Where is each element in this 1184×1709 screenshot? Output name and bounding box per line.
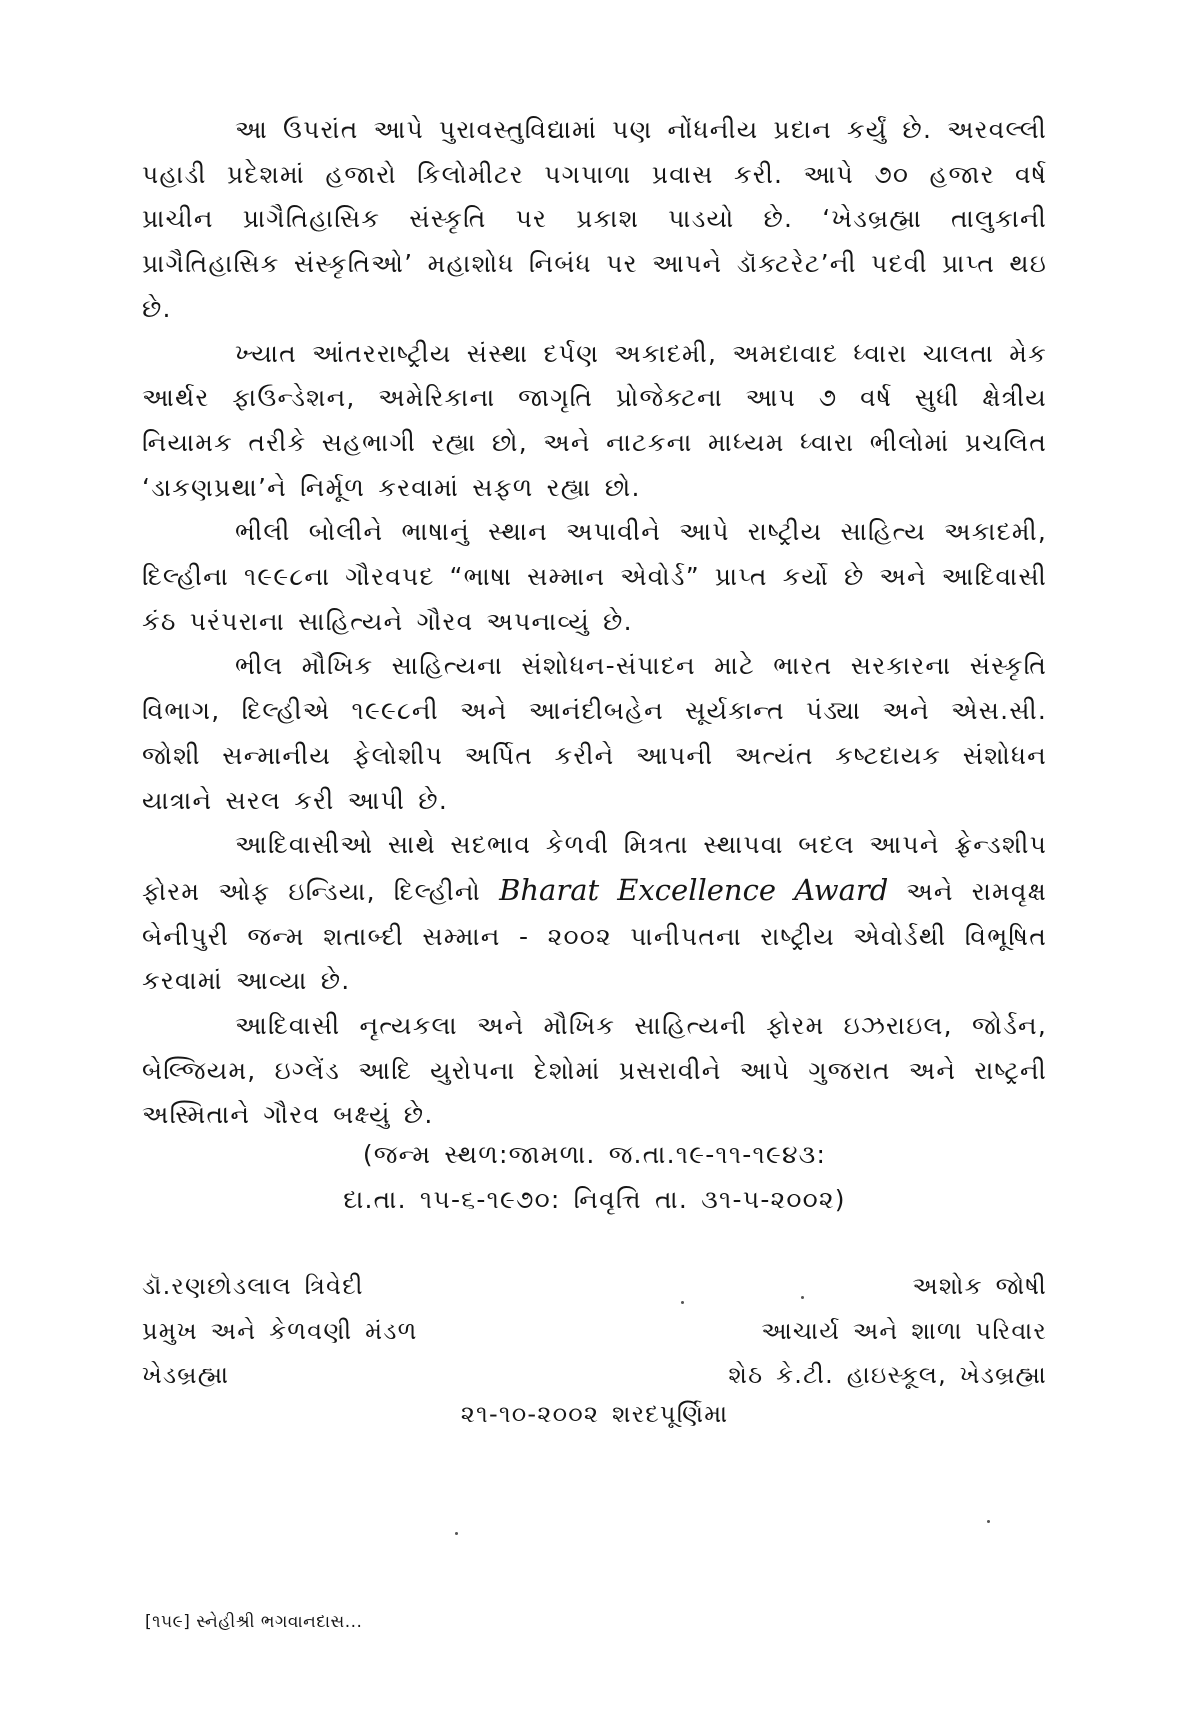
signature-left	[142, 1264, 418, 1398]
scan-speck	[455, 1532, 458, 1535]
signature-right	[728, 1264, 1047, 1398]
paragraph-awards-end: અને રામવૃક્ષ બેનીપુરી જન્મ શતાબ્દી સમ્માન - ૨૦૦૨ પાનીપતના રાષ્ટ્રીય એવોર્ડથી વિભૂષિત કરવામાં આવ્યા છે.	[142, 876, 1047, 996]
scan-speck	[681, 1301, 684, 1304]
paragraph-bhili-language: ભીલી બોલીને ભાષાનું સ્થાન અપાવીને આપે રાષ્ટ્રીય સાહિત્ય અકાદમી, દિલ્હીના ૧૯૯૮ના ગૌરવપદ “ભાષા સમ્માન એવોર્ડ” પ્રાપ્ત કર્યો છે અને આદિવાસી કંઠ પરંપરાના સાહિત્યને ગૌરવ અપનાવ્યું છે.	[142, 517, 1047, 636]
signing-date: ૨૧-૧૦-૨૦૦૨ શરદપૂર્ણિમા	[460, 1400, 729, 1428]
scan-speck	[801, 1296, 804, 1299]
birth-dates-line: (જન્મ સ્થળ:જામળા. જ.તા.૧૯-૧૧-૧૯૪૩:	[362, 1140, 827, 1169]
signature-right-role: આચાર્ય અને શાળા પરિવાર	[761, 1316, 1047, 1345]
paragraph-awards	[142, 823, 1047, 1004]
signature-left-name: ડૉ.રણછોડલાલ ત્રિવેદી	[142, 1272, 364, 1300]
bharat-excellence-award: Bharat Excellence Award	[499, 872, 889, 907]
signature-left-role: પ્રમુખ અને કેળવણી મંડળ	[142, 1316, 418, 1345]
body-text	[142, 108, 1047, 1138]
paragraph-europe: આદિવાસી નૃત્યકલા અને મૌખિક સાહિત્યની ફોરમ ઇઝરાઇલ, જોર્ડન, બેલ્જિયમ, ઇગ્લેંડ આદિ યુરોપના દેશોમાં પ્રસરાવીને આપે ગુજરાત અને રાષ્ટ્રની અસ્મિતાને ગૌરવ બક્ષ્યું છે.	[142, 1011, 1047, 1130]
signature-right-name: અશોક જોષી	[912, 1272, 1047, 1300]
scan-speck	[987, 1520, 990, 1523]
page-footer: [૧૫૯] સ્નેહીશ્રી ભગવાનદાસ...	[145, 1612, 363, 1632]
paragraph-fellowship: ભીલ મૌખિક સાહિત્યના સંશોધન-સંપાદન માટે ભારત સરકારના સંસ્કૃતિ વિભાગ, દિલ્હીએ ૧૯૯૮ની અને આનંદીબહેન સૂર્યકાન્ત પંડ્યા અને એસ.સી. જોશી સન્માનીય ફેલોશીપ અર્પિત કરીને આપની અત્યંત કષ્ટદાયક સંશોધન યાત્રાને સરલ કરી આપી છે.	[142, 651, 1047, 815]
paragraph-archaeology: આ ઉપરાંત આપે પુરાવસ્તુવિદ્યામાં પણ નોંધનીય પ્રદાન કર્યું છે. અરવલ્લી પહાડી પ્રદેશમાં હજારો કિલોમીટર પગપાળા પ્રવાસ કરી. આપે ૭૦ હજાર વર્ષ પ્રાચીન પ્રાગૈતિહાસિક સંસ્કૃતિ પર પ્રકાશ પાડયો છે. ‘ખેડબ્રહ્મા તાલુકાની પ્રાગૈતિહાસિક સંસ્કૃતિઓ’ મહાશોધ નિબંધ પર આપને ડૉક્ટરેટ’ની પદવી પ્રાપ્ત થઇ છે.	[142, 115, 1047, 323]
signature-left-place: ખેડબ્રહ્મા	[142, 1361, 230, 1389]
service-dates-line: દા.તા. ૧૫-૬-૧૯૭૦: નિવૃત્તિ તા. ૩૧-૫-૨૦૦૨)	[343, 1185, 846, 1214]
signature-right-place: શેઠ કે.ટી. હાઇસ્કૂલ, ખેડબ્રહ્મા	[728, 1361, 1047, 1389]
paragraph-awards-start: આદિવાસીઓ સાથે સદભાવ કેળવી મિત્રતા સ્થાપવા બદલ આપને ફ્રેન્ડશીપ ફોરમ ઓફ ઇન્ડિયા, દિલ્હીનો	[142, 830, 1047, 906]
paragraph-darpan-academy: ખ્યાત આંતરરાષ્ટ્રીય સંસ્થા દર્પણ અકાદમી, અમદાવાદ ધ્વારા ચાલતા મેક આર્થર ફાઉન્ડેશન, અમેરિકાના જાગૃતિ પ્રોજેક્ટના આપ ૭ વર્ષ સુધી ક્ષેત્રીય નિયામક તરીકે સહભાગી રહ્યા છો, અને નાટકના માધ્યમ ધ્વારા ભીલોમાં પ્રચલિત ‘ડાકણપ્રથા’ને નિર્મૂળ કરવામાં સફળ રહ્યા છો.	[142, 338, 1047, 502]
